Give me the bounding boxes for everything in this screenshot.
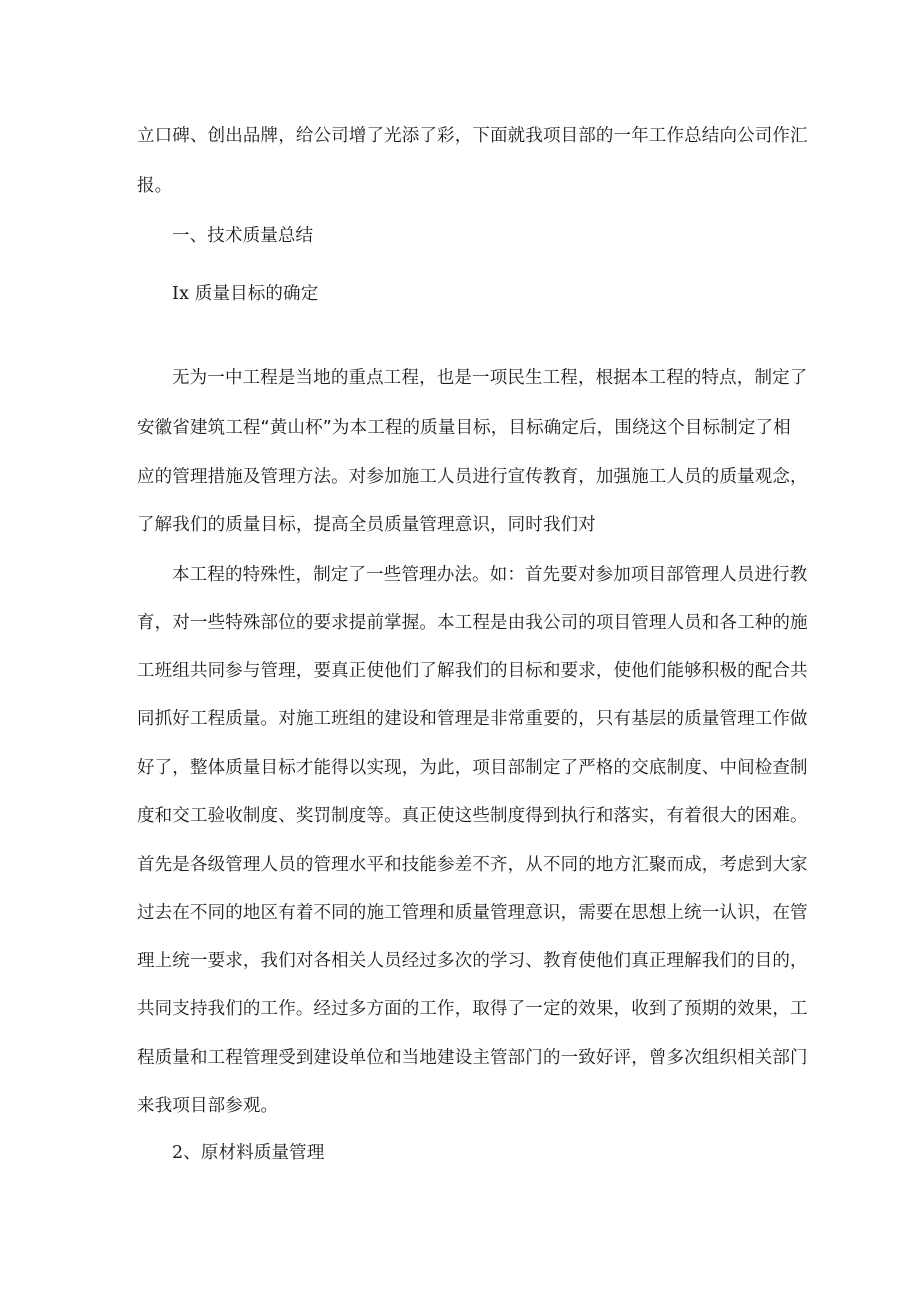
paragraph-2-line-5: 好了，整体质量目标才能得以实现，为此，项目部制定了严格的交底制度、中间检查制 xyxy=(137,758,808,778)
paragraph-2-line-3: 工班组共同参与管理，要真正使他们了解我们的目标和要求，使他们能够积极的配合共 xyxy=(137,661,808,681)
paragraph-2-line-2: 育，对一些特殊部位的要求提前掌握。本工程是由我公司的项目管理人员和各工种的施 xyxy=(137,613,808,633)
intro-line-1: 立口碑、创出品牌，给公司增了光添了彩，下面就我项目部的一年工作总结向公司作汇 xyxy=(137,126,808,146)
paragraph-2-line-4: 同抓好工程质量。对施工班组的建设和管理是非常重要的，只有基层的质量管理工作做 xyxy=(137,709,808,729)
paragraph-2-line-10: 共同支持我们的工作。经过多方面的工作，取得了一定的效果，收到了预期的效果，工 xyxy=(137,999,808,1019)
paragraph-2-line-12: 来我项目部参观。 xyxy=(137,1096,279,1116)
paragraph-1-line-2: 安徽省建筑工程“黄山杯”为本工程的质量目标，目标确定后，围绕这个目标制定了相 xyxy=(137,418,791,438)
paragraph-2-line-6: 度和交工验收制度、奖罚制度等。真正使这些制度得到执行和落实，有着很大的困难。 xyxy=(137,806,808,826)
paragraph-2-line-7: 首先是各级管理人员的管理水平和技能参差不齐，从不同的地方汇聚而成，考虑到大家 xyxy=(137,855,808,875)
subsection-heading-raw-material: 2、原材料质量管理 xyxy=(172,1143,325,1163)
paragraph-1-line-3: 应的管理措施及管理方法。对参加施工人员进行宣传教育，加强施工人员的质量观念， xyxy=(137,467,808,487)
intro-line-2: 报。 xyxy=(137,176,173,196)
paragraph-2-line-11: 程质量和工程管理受到建设单位和当地建设主管部门的一致好评，曾多次组织相关部门 xyxy=(137,1048,808,1068)
paragraph-1-line-4: 了解我们的质量目标，提高全员质量管理意识，同时我们对 xyxy=(137,515,596,535)
section-heading-technical-quality: 一、技术质量总结 xyxy=(172,226,314,246)
paragraph-2-line-8: 过去在不同的地区有着不同的施工管理和质量管理意识，需要在思想上统一认识，在管 xyxy=(137,903,808,923)
paragraph-2-line-9: 理上统一要求，我们对各相关人员经过多次的学习、教育使他们真正理解我们的目的， xyxy=(137,951,808,971)
subsection-heading-quality-target: Ix 质量目标的确定 xyxy=(172,284,319,304)
paragraph-2-line-1: 本工程的特殊性，制定了一些管理办法。如：首先要对参加项目部管理人员进行教 xyxy=(172,565,808,585)
paragraph-1-line-1: 无为一中工程是当地的重点工程，也是一项民生工程，根据本工程的特点，制定了 xyxy=(172,368,808,388)
